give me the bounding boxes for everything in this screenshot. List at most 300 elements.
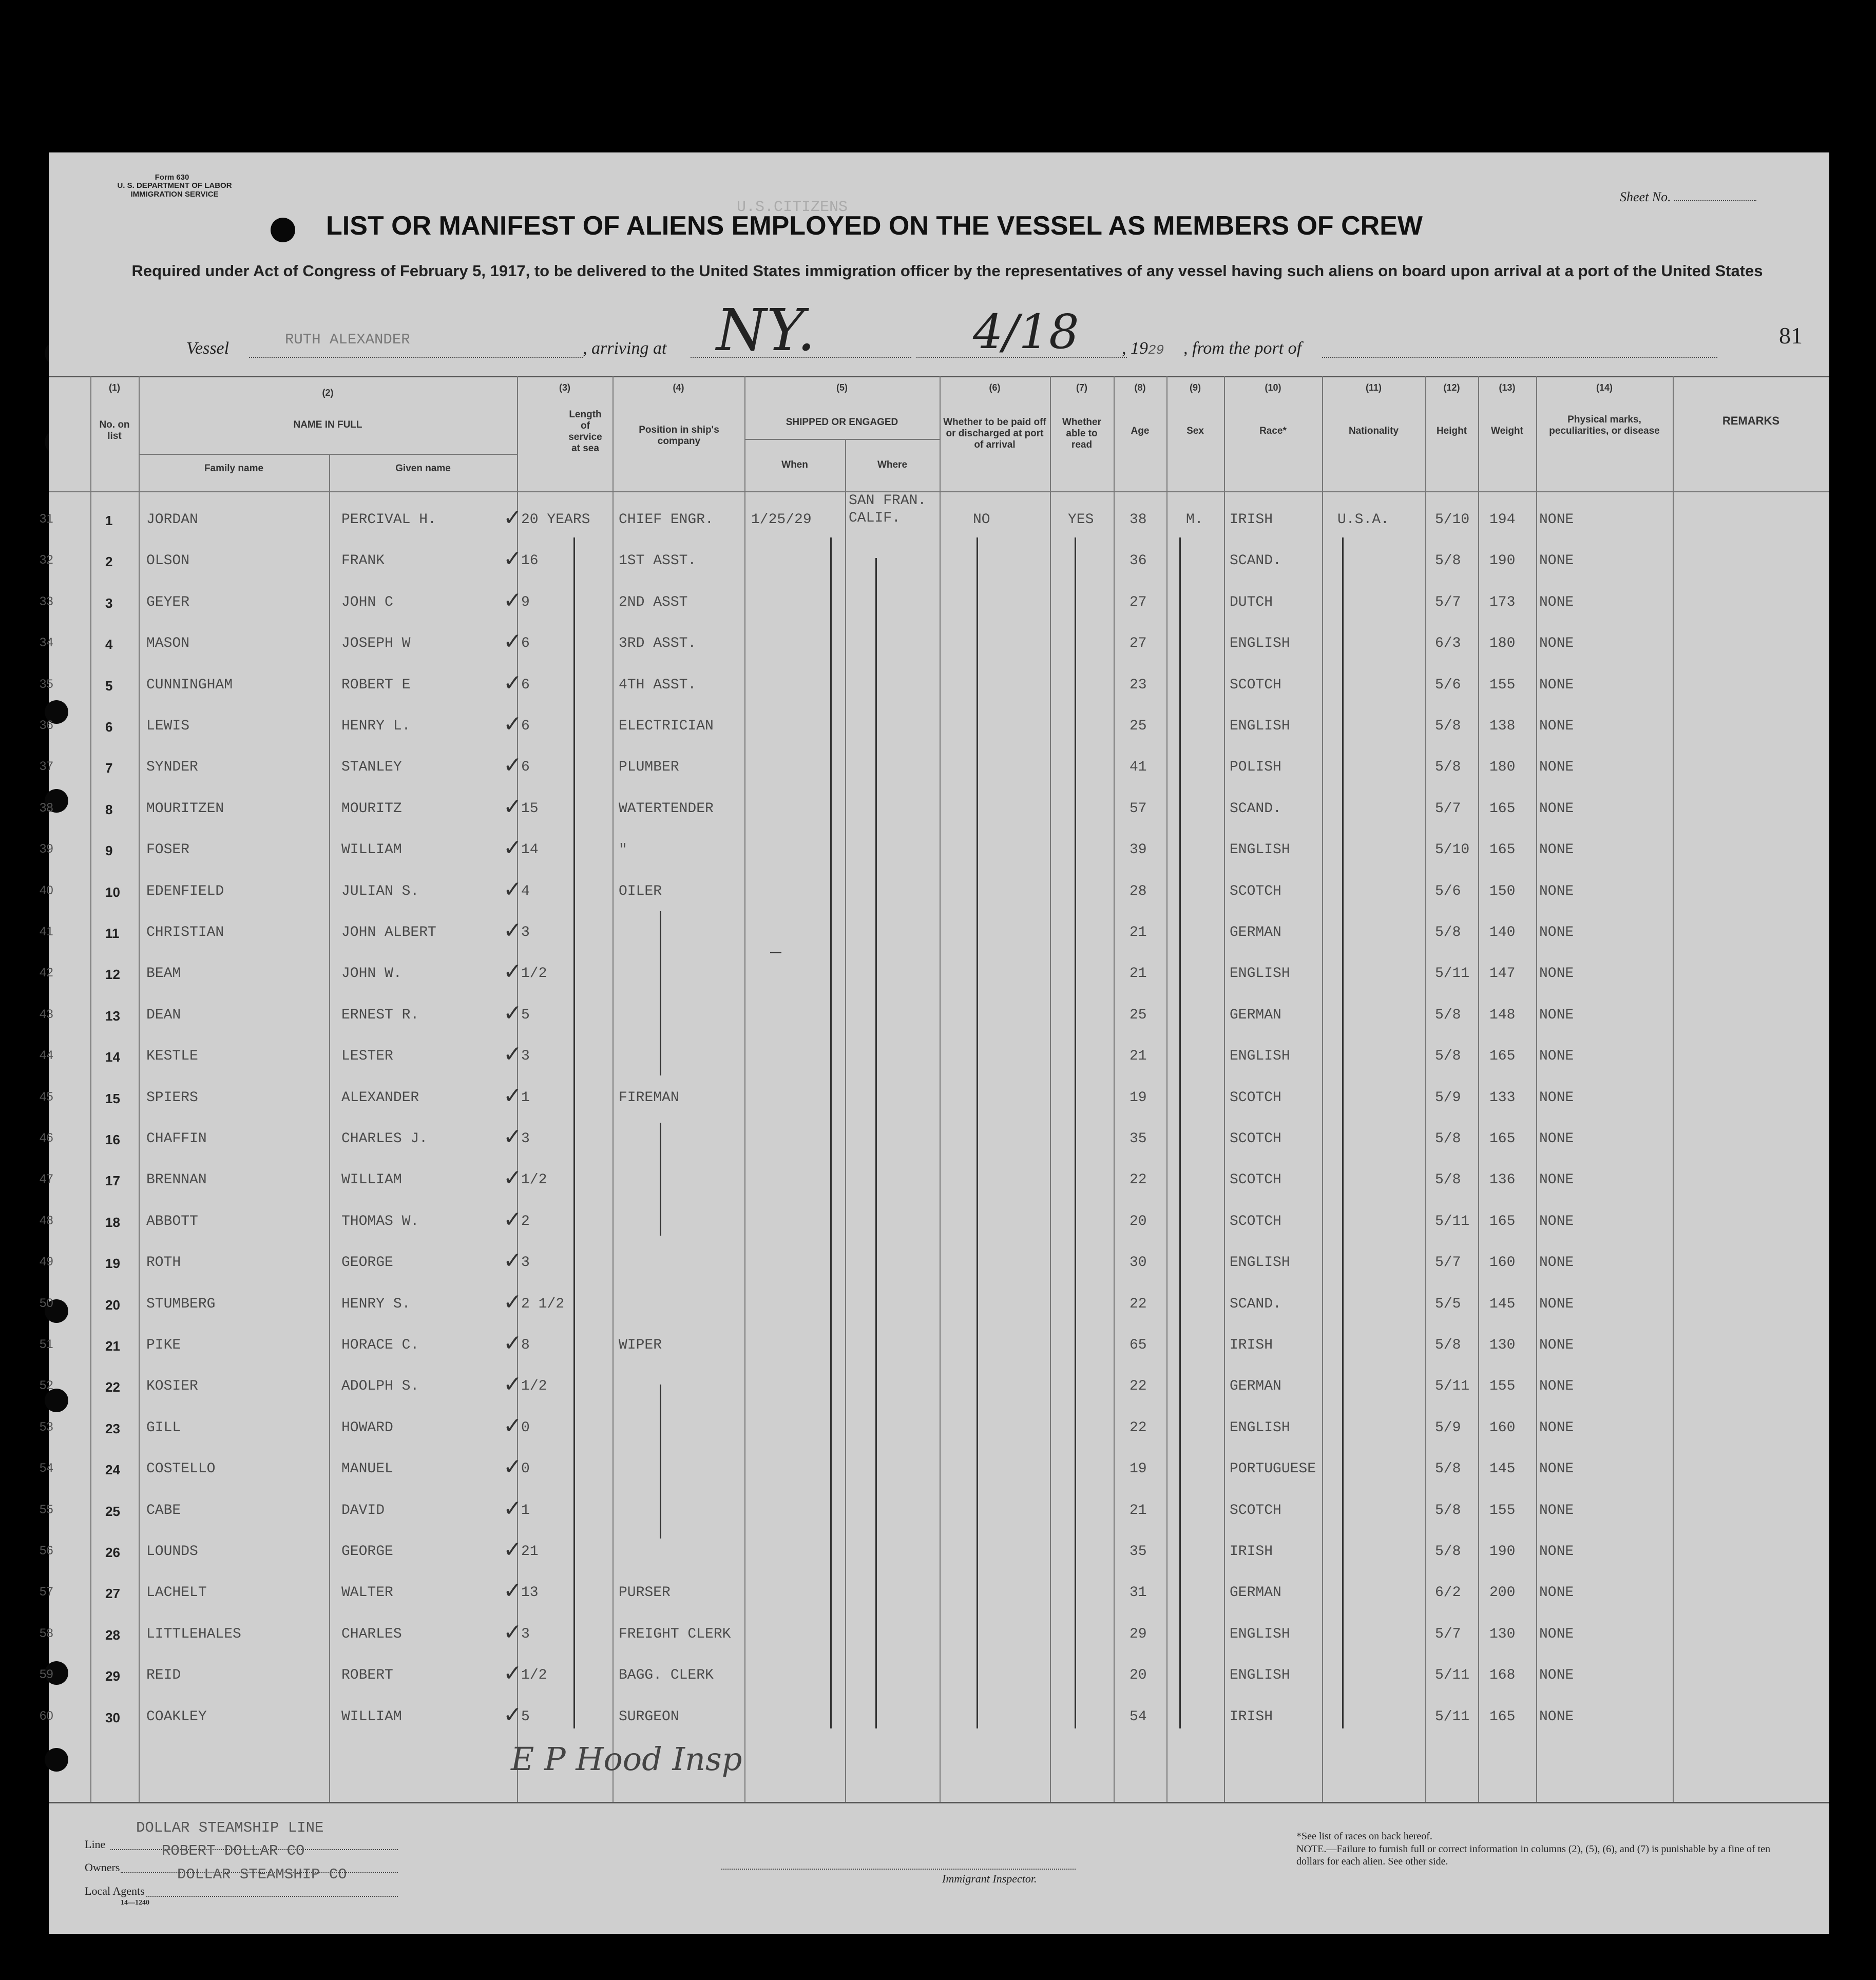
check-mark-icon: ✓: [503, 1578, 522, 1604]
weight-cell: 180: [1489, 759, 1516, 776]
weight-cell: 138: [1489, 718, 1516, 734]
family-name-cell: CABE: [146, 1502, 181, 1518]
service-length-cell: 6: [521, 677, 530, 693]
age-cell: 21: [1130, 966, 1147, 982]
family-name-cell: CUNNINGHAM: [146, 677, 233, 693]
col-line: [1114, 376, 1115, 1802]
height-cell: 5/11: [1435, 966, 1470, 982]
age-cell: 35: [1130, 1544, 1147, 1560]
family-name-cell: GILL: [146, 1419, 181, 1436]
check-mark-icon: ✓: [503, 1660, 522, 1687]
weight-cell: 165: [1489, 800, 1516, 817]
header-name-in-full: NAME IN FULL: [293, 419, 362, 430]
family-name-cell: MASON: [146, 636, 190, 652]
col-line: [744, 376, 745, 1802]
physical-marks-cell: NONE: [1539, 594, 1574, 610]
race-cell: SCOTCH: [1230, 1502, 1281, 1518]
col-num: (10): [1265, 382, 1281, 393]
given-name-cell: PERCIVAL H.: [341, 512, 436, 528]
family-name-cell: BEAM: [146, 966, 181, 982]
race-cell: SCOTCH: [1230, 883, 1281, 899]
inspector-underline: [721, 1869, 1076, 1870]
family-name-cell: KESTLE: [146, 1048, 198, 1065]
position-cell: ": [619, 842, 627, 858]
age-cell: 29: [1130, 1626, 1147, 1642]
given-name-cell: LESTER: [341, 1048, 393, 1065]
physical-marks-cell: NONE: [1539, 800, 1574, 817]
service-length-cell: 0: [521, 1461, 530, 1477]
family-name-cell: STUMBERG: [146, 1296, 216, 1312]
service-length-cell: 8: [521, 1337, 530, 1353]
ditto-stroke: [1075, 537, 1076, 1728]
family-name-cell: ROTH: [146, 1255, 181, 1271]
service-length-cell: 2: [521, 1213, 530, 1229]
position-cell: WIPER: [619, 1337, 662, 1353]
row-number: 24: [105, 1462, 120, 1478]
age-cell: 35: [1130, 1131, 1147, 1147]
weight-cell: 165: [1489, 842, 1516, 858]
race-cell: ENGLISH: [1230, 966, 1290, 982]
header-where: Where: [877, 459, 908, 470]
position-cell: 3RD ASST.: [619, 636, 697, 652]
physical-marks-cell: NONE: [1539, 512, 1574, 528]
previous-number: 53: [40, 1419, 53, 1434]
year-field: , 1929: [1122, 339, 1164, 358]
previous-number: 54: [40, 1461, 53, 1475]
age-cell: 25: [1130, 718, 1147, 734]
previous-number: 48: [40, 1213, 53, 1227]
previous-number: 36: [40, 718, 53, 732]
bullet-dot: [271, 218, 295, 242]
service-length-cell: 3: [521, 1626, 530, 1642]
check-mark-icon: ✓: [503, 546, 522, 572]
previous-number: 31: [40, 512, 53, 526]
col-line: [1425, 376, 1426, 1802]
race-cell: ENGLISH: [1230, 1419, 1290, 1436]
family-name-cell: MOURITZEN: [146, 800, 224, 817]
family-name-cell: CHRISTIAN: [146, 925, 224, 940]
ditto-stroke: [660, 1123, 661, 1236]
previous-number: 56: [40, 1544, 53, 1558]
check-mark-icon: ✓: [503, 1619, 522, 1645]
from-port-label: , from the port of: [1183, 339, 1302, 358]
family-name-cell: KOSIER: [146, 1378, 198, 1395]
physical-marks-cell: NONE: [1539, 1378, 1574, 1395]
height-cell: 5/10: [1435, 842, 1470, 858]
age-cell: 19: [1130, 1089, 1147, 1106]
weight-cell: 165: [1489, 1708, 1516, 1725]
physical-marks-cell: NONE: [1539, 925, 1574, 940]
height-cell: 5/9: [1435, 1419, 1461, 1436]
department-label: U. S. DEPARTMENT OF LABOR: [117, 181, 232, 190]
check-mark-icon: ✓: [503, 628, 522, 655]
physical-marks-cell: NONE: [1539, 1131, 1574, 1147]
service-length-cell: 20 YEARS: [521, 512, 590, 528]
weight-cell: 165: [1489, 1131, 1516, 1147]
check-mark-icon: ✓: [503, 1495, 522, 1522]
height-cell: 6/2: [1435, 1585, 1461, 1601]
table-top-line: [49, 376, 1829, 377]
weight-cell: 148: [1489, 1007, 1516, 1023]
col-num: (5): [836, 382, 848, 393]
given-name-cell: THOMAS W.: [341, 1213, 419, 1229]
service-length-cell: 1/2: [521, 1172, 547, 1188]
col-num: (13): [1499, 382, 1516, 393]
position-cell: PLUMBER: [619, 759, 679, 776]
family-name-cell: SPIERS: [146, 1089, 198, 1106]
family-name-cell: LACHELT: [146, 1585, 207, 1601]
page-number: 81: [1779, 322, 1803, 349]
age-cell: 23: [1130, 677, 1147, 693]
given-name-cell: WILLIAM: [341, 842, 402, 858]
previous-number: 42: [40, 966, 53, 980]
height-cell: 5/7: [1435, 800, 1461, 817]
header-remarks: REMARKS: [1722, 414, 1780, 427]
ditto-stroke: [1179, 537, 1181, 1728]
service-length-cell: 1/2: [521, 966, 547, 982]
col-line: [1050, 376, 1051, 1802]
physical-marks-cell: NONE: [1539, 1419, 1574, 1436]
given-name-cell: JULIAN S.: [341, 883, 419, 899]
race-cell: GERMAN: [1230, 925, 1281, 940]
ditto-stroke: [977, 537, 978, 1728]
row-number: 1: [105, 513, 113, 528]
row-number: 7: [105, 760, 113, 776]
inspector-signature: E P Hood Insp: [511, 1740, 742, 1778]
check-mark-icon: ✓: [503, 835, 522, 861]
previous-number: 50: [40, 1296, 53, 1310]
given-name-cell: HENRY L.: [341, 718, 411, 734]
row-number: 12: [105, 967, 120, 983]
physical-marks-cell: NONE: [1539, 1585, 1574, 1601]
position-cell: FIREMAN: [619, 1089, 679, 1106]
row-number: 25: [105, 1503, 120, 1519]
previous-number: 58: [40, 1626, 53, 1640]
physical-marks-cell: NONE: [1539, 1213, 1574, 1229]
race-cell: PORTUGUESE: [1230, 1461, 1316, 1477]
check-mark-icon: ✓: [503, 1082, 522, 1109]
service-length-cell: 4: [521, 883, 530, 899]
weight-cell: 133: [1489, 1089, 1516, 1106]
given-name-cell: ROBERT E: [341, 677, 411, 693]
height-cell: 5/7: [1435, 1626, 1461, 1642]
height-cell: 5/8: [1435, 718, 1461, 734]
row-number: 20: [105, 1297, 120, 1313]
check-mark-icon: ✓: [503, 1165, 522, 1191]
col-num: (8): [1134, 382, 1146, 393]
header-able-read: Whether able to read: [1062, 417, 1101, 450]
physical-marks-cell: NONE: [1539, 1708, 1574, 1725]
weight-cell: 173: [1489, 594, 1516, 610]
nationality-cell: U.S.A.: [1337, 512, 1389, 528]
age-cell: 65: [1130, 1337, 1147, 1353]
height-cell: 5/8: [1435, 1007, 1461, 1023]
service-length-cell: 14: [521, 842, 539, 858]
table-bottom-line: [49, 1802, 1829, 1803]
height-cell: 5/8: [1435, 1131, 1461, 1147]
position-cell: 4TH ASST.: [619, 677, 697, 693]
age-cell: 20: [1130, 1213, 1147, 1229]
check-mark-icon: ✓: [503, 1330, 522, 1356]
race-cell: ENGLISH: [1230, 1667, 1290, 1684]
age-cell: 57: [1130, 800, 1147, 817]
header-position: Position in ship's company: [639, 425, 719, 447]
row-number: 30: [105, 1709, 120, 1725]
col-line: [1224, 376, 1225, 1802]
agents-underline: [146, 1896, 398, 1897]
races-note: *See list of races on back hereof.: [1296, 1831, 1432, 1842]
physical-marks-cell: NONE: [1539, 1337, 1574, 1353]
race-cell: GERMAN: [1230, 1585, 1281, 1601]
col-num: (11): [1365, 382, 1382, 393]
race-cell: POLISH: [1230, 759, 1281, 776]
ditto-stroke: [875, 558, 877, 1728]
given-name-cell: JOSEPH W: [341, 636, 411, 652]
service-length-cell: 3: [521, 1048, 530, 1065]
penalty-note: NOTE.—Failure to furnish full or correct information in columns (2), (5), (6), and (7) is punishable by a fine of ten dollars for each alien. See other side.: [1296, 1843, 1771, 1867]
given-name-cell: ADOLPH S.: [341, 1378, 419, 1395]
row-number: 6: [105, 719, 113, 735]
race-cell: DUTCH: [1230, 594, 1273, 610]
race-cell: SCAND.: [1230, 1296, 1281, 1312]
row-number: 13: [105, 1008, 120, 1024]
sheet-number-label: Sheet No.: [1620, 189, 1756, 205]
position-cell: CHIEF ENGR.: [619, 512, 714, 528]
arriving-label: , arriving at: [583, 339, 667, 358]
physical-marks-cell: NONE: [1539, 718, 1574, 734]
given-name-cell: DAVID: [341, 1502, 385, 1518]
weight-cell: 165: [1489, 1048, 1516, 1065]
physical-marks-cell: NONE: [1539, 1089, 1574, 1106]
row-number: 18: [105, 1214, 120, 1230]
name-subheader-line: [139, 454, 517, 455]
physical-marks-cell: NONE: [1539, 966, 1574, 982]
ditto-stroke: [573, 537, 575, 1728]
col-num: (6): [989, 382, 1001, 393]
service-length-cell: 1/2: [521, 1667, 547, 1684]
age-cell: 21: [1130, 925, 1147, 940]
family-name-cell: FOSER: [146, 842, 190, 858]
previous-number: 32: [40, 553, 53, 567]
age-cell: 22: [1130, 1378, 1147, 1395]
row-number: 26: [105, 1545, 120, 1560]
shipped-subheader-line: [744, 439, 940, 440]
arrival-date: 4/18: [973, 304, 1079, 359]
position-cell: FREIGHT CLERK: [619, 1626, 731, 1642]
physical-marks-cell: NONE: [1539, 1172, 1574, 1188]
check-mark-icon: ✓: [503, 669, 522, 696]
given-name-cell: JOHN W.: [341, 966, 402, 982]
weight-cell: 165: [1489, 1213, 1516, 1229]
position-cell: OILER: [619, 883, 662, 899]
age-cell: 21: [1130, 1502, 1147, 1518]
col-line: [845, 439, 846, 1802]
check-mark-icon: ✓: [503, 1124, 522, 1150]
col-line: [1536, 376, 1537, 1802]
position-cell: SURGEON: [619, 1708, 679, 1725]
col-num: (12): [1443, 382, 1460, 393]
age-cell: 19: [1130, 1461, 1147, 1477]
vessel-name: RUTH ALEXANDER: [285, 331, 410, 348]
race-cell: ENGLISH: [1230, 1255, 1290, 1271]
service-length-cell: 1/2: [521, 1378, 547, 1395]
row-number: 23: [105, 1420, 120, 1436]
col-num: (9): [1190, 382, 1201, 393]
given-name-cell: STANLEY: [341, 759, 402, 776]
shipped-when-cell: 1/25/29: [751, 512, 812, 528]
check-mark-icon: ✓: [503, 917, 522, 944]
height-cell: 5/10: [1435, 512, 1470, 528]
race-cell: SCOTCH: [1230, 1131, 1281, 1147]
height-cell: 5/5: [1435, 1296, 1461, 1312]
position-cell: ELECTRICIAN: [619, 718, 714, 734]
age-cell: 38: [1130, 512, 1147, 528]
page-subtitle: Required under Act of Congress of February 5, 1917, to be delivered to the United States immigration officer by the representatives of any vessel having such aliens on board upon arrival at a port of the United States: [131, 262, 1763, 280]
header-paid-off: Whether to be paid off or discharged at port of arrival: [943, 417, 1046, 450]
service-length-cell: 6: [521, 718, 530, 734]
age-cell: 39: [1130, 842, 1147, 858]
given-name-cell: CHARLES J.: [341, 1131, 428, 1147]
header-sex: Sex: [1186, 426, 1204, 436]
previous-number: 46: [40, 1131, 53, 1145]
col-num: (14): [1596, 382, 1613, 393]
physical-marks-cell: NONE: [1539, 1007, 1574, 1023]
height-cell: 5/7: [1435, 1255, 1461, 1271]
ditto-stroke: [660, 1385, 661, 1539]
previous-number: 33: [40, 594, 53, 608]
punch-hole: [45, 1748, 68, 1772]
check-mark-icon: ✓: [503, 1371, 522, 1398]
col-num: (2): [322, 388, 334, 398]
us-citizens-stamp: U.S.CITIZENS: [737, 199, 848, 216]
service-length-cell: 16: [521, 553, 539, 569]
service-length-cell: 9: [521, 594, 530, 610]
paid-off-cell: NO: [973, 512, 990, 528]
race-cell: SCOTCH: [1230, 677, 1281, 693]
age-cell: 36: [1130, 553, 1147, 569]
given-name-cell: ERNEST R.: [341, 1007, 419, 1023]
height-cell: 5/11: [1435, 1708, 1470, 1725]
family-name-cell: SYNDER: [146, 759, 198, 776]
manifest-sheet: [40, 152, 1829, 1934]
age-cell: 22: [1130, 1296, 1147, 1312]
physical-marks-cell: NONE: [1539, 1255, 1574, 1271]
header-given-name: Given name: [395, 463, 451, 474]
weight-cell: 145: [1489, 1296, 1516, 1312]
line-value: DOLLAR STEAMSHIP LINE: [136, 1819, 324, 1836]
height-cell: 5/11: [1435, 1667, 1470, 1684]
service-length-cell: 21: [521, 1544, 539, 1560]
family-name-cell: EDENFIELD: [146, 883, 224, 899]
age-cell: 22: [1130, 1419, 1147, 1436]
weight-cell: 190: [1489, 1544, 1516, 1560]
check-mark-icon: ✓: [503, 1289, 522, 1315]
previous-number: 51: [40, 1337, 53, 1351]
weight-cell: 150: [1489, 883, 1516, 899]
vessel-label: Vessel: [186, 339, 229, 358]
service-length-cell: 3: [521, 1131, 530, 1147]
height-cell: 5/8: [1435, 1544, 1461, 1560]
family-name-cell: LEWIS: [146, 718, 190, 734]
check-mark-icon: ✓: [503, 1701, 522, 1728]
race-cell: GERMAN: [1230, 1378, 1281, 1395]
race-cell: IRISH: [1230, 1544, 1273, 1560]
header-no-on-list: No. on list: [99, 419, 130, 441]
check-mark-icon: ✓: [503, 1247, 522, 1274]
family-name-cell: REID: [146, 1667, 181, 1684]
arrival-port: NY.: [716, 297, 816, 364]
page-title: LIST OR MANIFEST OF ALIENS EMPLOYED ON THE VESSEL AS MEMBERS OF CREW: [326, 211, 1423, 241]
physical-marks-cell: NONE: [1539, 1461, 1574, 1477]
row-number: 2: [105, 554, 113, 570]
previous-number: 60: [40, 1708, 53, 1723]
age-cell: 28: [1130, 883, 1147, 899]
form-number: Form 630: [155, 173, 189, 182]
height-cell: 5/8: [1435, 1172, 1461, 1188]
check-mark-icon: ✓: [503, 587, 522, 613]
height-cell: 5/11: [1435, 1378, 1470, 1395]
family-name-cell: CHAFFIN: [146, 1131, 207, 1147]
physical-marks-cell: NONE: [1539, 1502, 1574, 1518]
position-cell: BAGG. CLERK: [619, 1667, 714, 1684]
race-cell: SCOTCH: [1230, 1089, 1281, 1106]
age-cell: 31: [1130, 1585, 1147, 1601]
race-cell: IRISH: [1230, 1337, 1273, 1353]
previous-number: 37: [40, 759, 53, 774]
physical-marks-cell: NONE: [1539, 1667, 1574, 1684]
height-cell: 5/6: [1435, 883, 1461, 899]
physical-marks-cell: NONE: [1539, 1544, 1574, 1560]
previous-number: 39: [40, 842, 53, 856]
family-name-cell: BRENNAN: [146, 1172, 207, 1188]
physical-marks-cell: NONE: [1539, 759, 1574, 776]
age-cell: 54: [1130, 1708, 1147, 1725]
weight-cell: 136: [1489, 1172, 1516, 1188]
race-cell: IRISH: [1230, 512, 1273, 528]
header-age: Age: [1131, 426, 1150, 436]
given-name-cell: HENRY S.: [341, 1296, 411, 1312]
age-cell: 22: [1130, 1172, 1147, 1188]
height-cell: 5/8: [1435, 1337, 1461, 1353]
service-length-cell: 0: [521, 1419, 530, 1436]
height-cell: 5/8: [1435, 1461, 1461, 1477]
row-number: 16: [105, 1132, 120, 1147]
age-cell: 41: [1130, 759, 1147, 776]
previous-number: 47: [40, 1172, 53, 1186]
given-name-cell: JOHN ALBERT: [341, 925, 436, 940]
from-port-underline: [1322, 357, 1717, 358]
header-family-name: Family name: [204, 463, 264, 474]
previous-number: 59: [40, 1667, 53, 1682]
header-height: Height: [1436, 426, 1467, 436]
ditto-stroke: [830, 537, 832, 1728]
family-name-cell: ABBOTT: [146, 1213, 198, 1229]
row-number: 14: [105, 1049, 120, 1065]
row-number: 11: [105, 926, 120, 941]
race-cell: ENGLISH: [1230, 636, 1290, 652]
given-name-cell: MANUEL: [341, 1461, 393, 1477]
previous-number: 41: [40, 925, 53, 938]
given-name-cell: CHARLES: [341, 1626, 402, 1642]
race-cell: SCAND.: [1230, 800, 1281, 817]
weight-cell: 145: [1489, 1461, 1516, 1477]
col-line: [612, 376, 614, 1802]
row-number: 3: [105, 595, 113, 611]
position-cell: 1ST ASST.: [619, 553, 697, 569]
vessel-underline: [249, 357, 583, 358]
given-name-cell: JOHN C: [341, 594, 393, 610]
given-name-cell: GEORGE: [341, 1255, 393, 1271]
